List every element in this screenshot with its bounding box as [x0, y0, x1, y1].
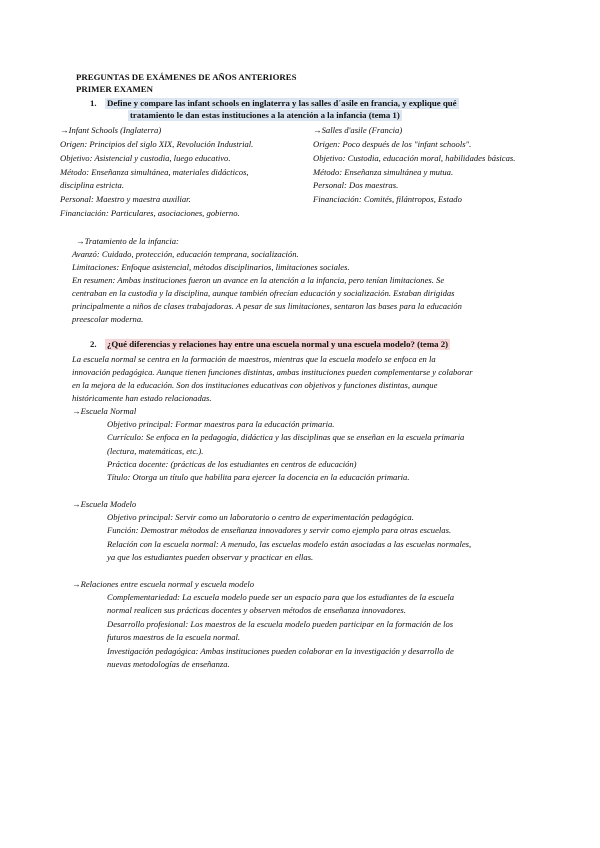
- escuela-modelo-heading: →Escuela Modelo: [72, 499, 137, 509]
- left-col-line: Método: Enseñanza simultánea, materiales didácticos,: [60, 167, 249, 177]
- right-col-line: Objetivo: Custodia, educación moral, habilidades básicas.: [313, 153, 516, 163]
- intro-line: innovación pedagógica. Aunque tienen funciones distintas, ambas instituciones pueden complementarse y colaborar: [72, 367, 473, 377]
- infant-schools-heading: →Infant Schools (Inglaterra): [60, 125, 162, 135]
- tratamiento-line: Avanzó: Cuidado, protección, educación temprana, socialización.: [72, 249, 299, 259]
- exam-subtitle: PRIMER EXAMEN: [76, 84, 153, 94]
- intro-line: en la mejora de la educación. Son dos instituciones educativas con objetivos y funciones distintas, aunque: [72, 380, 438, 390]
- relaciones-line: futuros maestros de la escuela normal.: [107, 632, 241, 642]
- modelo-line: ya que los estudiantes pueden observar y practicar en ellas.: [107, 552, 314, 562]
- left-col-line: disciplina estricta.: [60, 180, 124, 190]
- relaciones-line: Investigación pedagógica: Ambas instituciones pueden colaborar en la investigación y desarrollo de: [107, 646, 454, 656]
- q1-number: 1.: [90, 98, 97, 108]
- relaciones-line: Desarrollo profesional: Los maestros de la escuela modelo pueden participar en la formación de los: [107, 619, 454, 629]
- modelo-line: Función: Demostrar métodos de enseñanza innovadores y servir como ejemplo para otras escuelas.: [107, 525, 452, 535]
- intro-line: históricamente han estado relacionadas.: [72, 393, 212, 403]
- salles-asile-heading: →Salles d'asile (Francia): [313, 125, 403, 135]
- tratamiento-line: centraban en la custodia y la disciplina, aunque también ofrecían educación y socialización. Estaban dirigidas: [72, 288, 455, 298]
- normal-line: (lectura, matemáticas, etc.).: [107, 446, 204, 456]
- normal-line: Práctica docente: (prácticas de los estudiantes en centros de educación): [107, 459, 357, 469]
- modelo-line: Objetivo principal: Servir como un laboratorio o centro de experimentación pedagógica.: [107, 512, 414, 522]
- q1-line2: tratamiento le dan estas instituciones a la atención a la infancia (tema 1): [130, 110, 400, 120]
- doc-title: PREGUNTAS DE EXÁMENES DE AÑOS ANTERIORES: [76, 72, 297, 82]
- relaciones-line: Complementariedad: La escuela modelo puede ser un espacio para que los estudiantes de la escuela: [107, 592, 455, 602]
- q1-line1: Define y compare las infant schools en inglaterra y las salles d´asile en francia, y explique qué: [107, 98, 457, 108]
- relaciones-heading: →Relaciones entre escuela normal y escuela modelo: [72, 579, 255, 589]
- left-col-line: Financiación: Particulares, asociaciones, gobierno.: [60, 208, 240, 218]
- left-col-line: Origen: Principios del siglo XIX, Revolución Industrial.: [60, 139, 254, 149]
- q2-text: ¿Qué diferencias y relaciones hay entre una escuela normal y una escuela modelo? (tema 2): [107, 339, 449, 349]
- right-col-line: Origen: Poco después de los "infant schools".: [313, 139, 472, 149]
- tratamiento-heading: →Tratamiento de la infancia:: [76, 236, 179, 246]
- tratamiento-line: Limitaciones: Enfoque asistencial, métodos disciplinarios, limitaciones sociales.: [72, 262, 350, 272]
- relaciones-line: nuevas metodologías de enseñanza.: [107, 659, 230, 669]
- normal-line: Título: Otorga un título que habilita para ejercer la docencia en la educación primaria.: [107, 472, 410, 482]
- tratamiento-line: preescolar moderna.: [72, 314, 144, 324]
- tratamiento-line: En resumen: Ambas instituciones fueron un avance en la atención a la infancia, pero tenían limitaciones. Se: [72, 275, 445, 285]
- normal-line: Currículo: Se enfoca en la pedagogía, didáctica y las disciplinas que se enseñan en la escuela primaria: [107, 432, 465, 442]
- right-col-line: Financiación: Comités, filántropos, Estado: [313, 194, 462, 204]
- left-col-line: Personal: Maestro y maestra auxiliar.: [60, 194, 191, 204]
- modelo-line: Relación con la escuela normal: A menudo, las escuelas modelo están asociadas a las escuelas normales,: [107, 539, 472, 549]
- left-col-line: Objetivo: Asistencial y custodia, luego educativo.: [60, 153, 231, 163]
- escuela-normal-heading: →Escuela Normal: [72, 406, 137, 416]
- normal-line: Objetivo principal: Formar maestros para la educación primaria.: [107, 419, 335, 429]
- intro-line: La escuela normal se centra en la formación de maestros, mientras que la escuela modelo se enfoca en la: [72, 354, 436, 364]
- right-col-line: Método: Enseñanza simultánea y mutua.: [313, 167, 454, 177]
- right-col-line: Personal: Dos maestras.: [313, 180, 399, 190]
- q2-number: 2.: [90, 339, 97, 349]
- tratamiento-line: principalmente a niños de clases trabajadoras. A pesar de sus limitaciones, sentaron las bases para la educación: [72, 301, 462, 311]
- relaciones-line: normal realicen sus prácticas docentes y observen métodos de enseñanza innovadores.: [107, 605, 406, 615]
